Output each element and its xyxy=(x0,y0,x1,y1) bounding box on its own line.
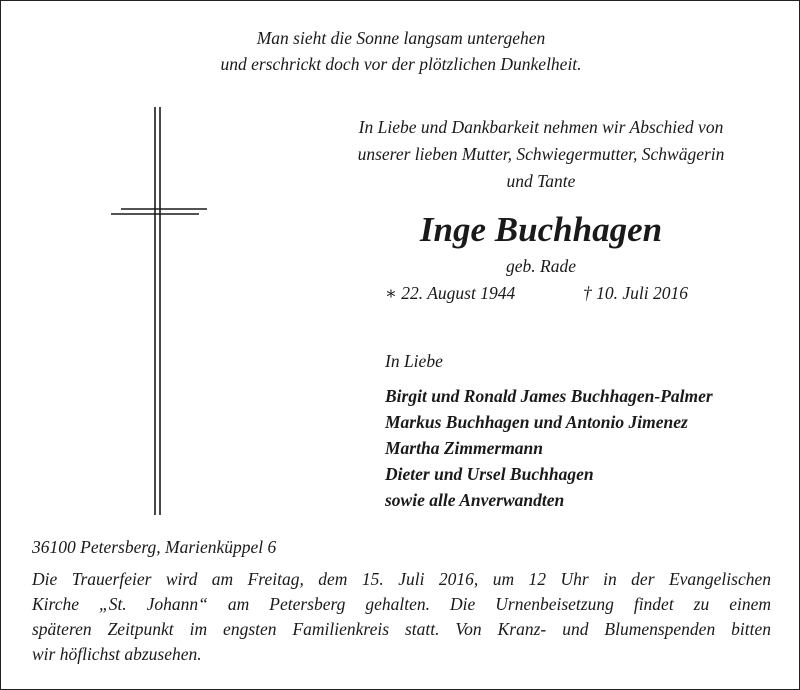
mourner-name: sowie alle Anverwandten xyxy=(385,490,565,510)
intro-line-2: unserer lieben Mutter, Schwiegermutter, Schwägerin xyxy=(357,144,725,164)
intro-line-3: und Tante xyxy=(506,171,576,191)
funeral-details xyxy=(32,567,771,667)
mourner-name: Birgit und Ronald James Buchhagen-Palmer xyxy=(385,386,713,406)
mourner-name: Martha Zimmermann xyxy=(385,438,544,458)
motto-quote xyxy=(1,25,800,77)
intro-line-1: In Liebe und Dankbarkeit nehmen wir Abschied von xyxy=(358,117,724,137)
deceased-name: Inge Buchhagen xyxy=(419,210,663,249)
funeral-line-1: Die Trauerfeier wird am Freitag, dem 15. Juli 2016, um 12 Uhr in der Evangelischen xyxy=(32,569,771,589)
funeral-line-4: wir höflichst abzusehen. xyxy=(32,644,202,664)
funeral-line-2: Kirche „St. Johann“ am Petersberg gehalten. Die Urnenbeisetzung findet zu einem xyxy=(32,594,771,614)
motto-line-2: und erschrickt doch vor der plötzlichen Dunkelheit. xyxy=(220,54,582,74)
motto-line-1: Man sieht die Sonne langsam untergehen xyxy=(256,28,546,48)
mourner-name: Markus Buchhagen und Antonio Jimenez xyxy=(385,412,688,432)
cross-icon xyxy=(109,107,209,515)
death-date: † 10. Juli 2016 xyxy=(583,283,688,303)
birth-name: geb. Rade xyxy=(506,256,576,276)
farewell-intro xyxy=(291,114,791,195)
mourners-list xyxy=(385,383,713,513)
mourners-intro: In Liebe xyxy=(385,351,443,371)
funeral-line-3: späteren Zeitpunkt im engsten Familienkreis statt. Von Kranz- und Blumenspenden bitten xyxy=(32,619,771,639)
mourner-name: Dieter und Ursel Buchhagen xyxy=(385,464,594,484)
family-address: 36100 Petersberg, Marienküppel 6 xyxy=(32,537,277,557)
birth-date: ∗ 22. August 1944 xyxy=(385,283,516,303)
